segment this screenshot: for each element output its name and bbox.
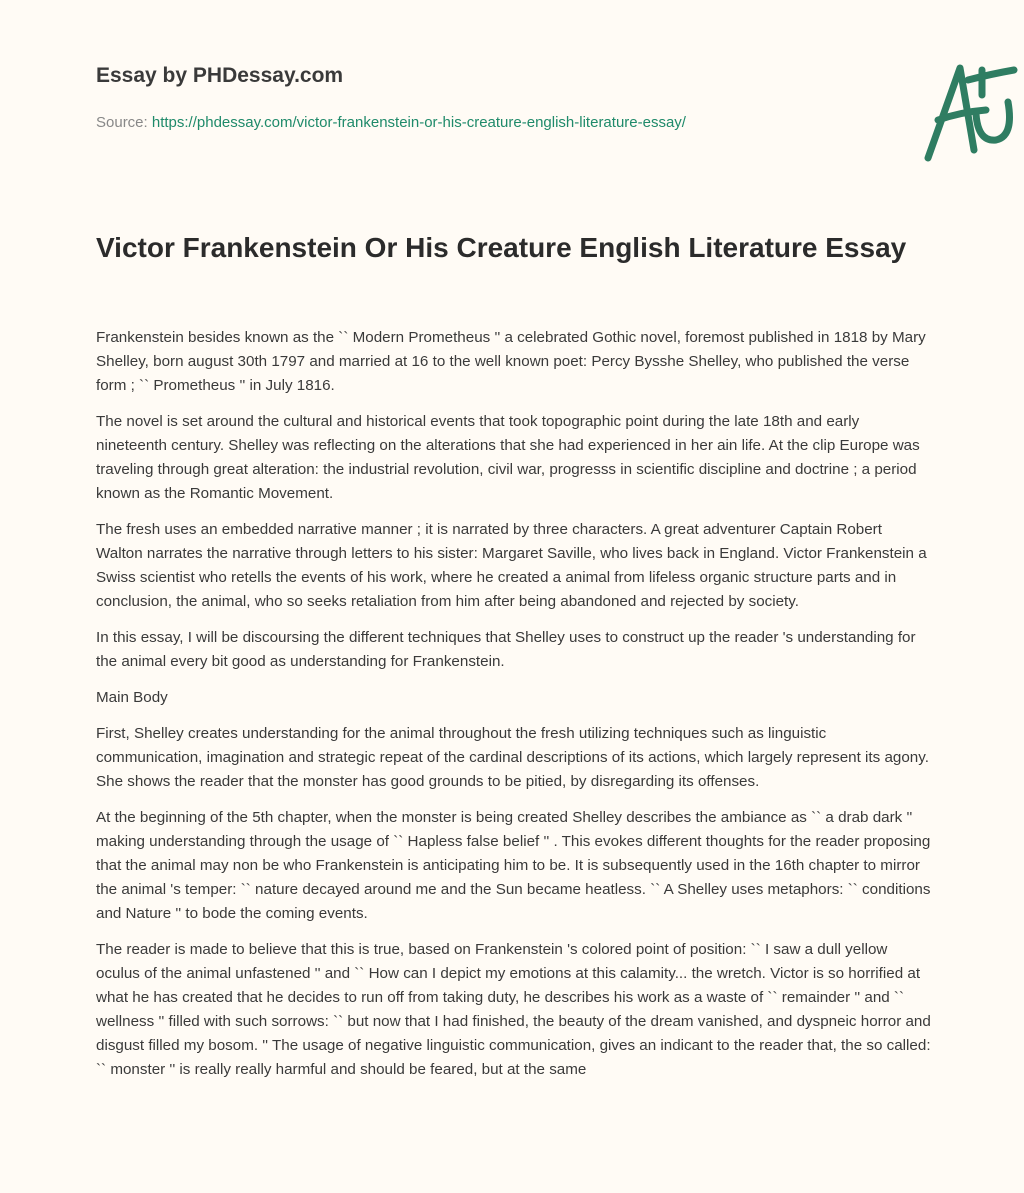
source-line bbox=[96, 111, 736, 135]
paragraph: At the beginning of the 5th chapter, when the monster is being created Shelley describes the ambiance as `` a drab dark '' making understanding through the usage of `` Hapless false belief '' . This evokes different thoughts for the reader proposing that the animal may non be who Frankenstein is anticipating him to be. It is subsequently used in the 16th chapter to mirror the animal 's temper: `` nature decayed around me and the Sun became heatless. `` A Shelley uses metaphors: `` conditions and Nature '' to bode the coming events. bbox=[96, 809, 931, 922]
paragraph: Frankenstein besides known as the `` Modern Prometheus '' a celebrated Gothic novel, foremost published in 1818 by Mary Shelley, born august 30th 1797 and married at 16 to the well known poet: Percy Bysshe Shelley, who published the verse form ; `` Prometheus '' in July 1816. bbox=[96, 329, 926, 394]
source-label: Source: bbox=[96, 114, 152, 131]
source-link[interactable]: https://phdessay.com/victor-frankenstein-or-his-creature-english-literature-essay/ bbox=[151, 114, 686, 131]
essay-body bbox=[96, 326, 932, 1094]
a-plus-logo-icon bbox=[916, 40, 1024, 165]
essay-title: Victor Frankenstein Or His Creature English Literature Essay bbox=[96, 232, 907, 263]
paragraph: In this essay, I will be discoursing the different techniques that Shelley uses to construct up the reader 's understanding for the animal every bit good as understanding for Frankenstein. bbox=[96, 629, 916, 670]
paragraph: The novel is set around the cultural and historical events that took topographic point during the late 18th and early nineteenth century. Shelley was reflecting on the alterations that she had experienced in her ain life. At the clip Europe was traveling through great alteration: the industrial revolution, civil war, progresss in scientific discipline and doctrine ; a period known as the Romantic Movement. bbox=[96, 413, 920, 502]
paragraph: First, Shelley creates understanding for the animal throughout the fresh utilizing techniques such as linguistic communication, imagination and strategic repeat of the cardinal descriptions of its actions, which largely represent its agony. She shows the reader that the monster has good grounds to be pitied, by disregarding its offenses. bbox=[96, 725, 929, 790]
paragraph: The reader is made to believe that this is true, based on Frankenstein 's colored point of position: `` I saw a dull yellow oculus of the animal unfastened '' and `` How can I depict my emotions at this calamity... the wretch. Victor is so horrified at what he has created that he decides to run off from taking duty, he describes his work as a waste of `` remainder '' and `` wellness '' filled with such sorrows: `` but now that I had finished, the beauty of the dream vanished, and dyspneic horror and disgust filled my bosom. '' The usage of negative linguistic communication, gives an indicant to the reader that, the so called: `` monster '' is really really harmful and should be feared, but at the same bbox=[96, 941, 931, 1078]
site-brand: Essay by PHDessay.com bbox=[96, 64, 344, 87]
section-heading: Main Body bbox=[96, 689, 168, 706]
paragraph: The fresh uses an embedded narrative manner ; it is narrated by three characters. A great adventurer Captain Robert Walton narrates the narrative through letters to his sister: Margaret Saville, who lives back in England. Victor Frankenstein a Swiss scientist who retells the events of his work, where he created a animal from lifeless organic structure parts and in conclusion, the animal, who so seeks retaliation from him after being abandoned and rejected by society. bbox=[96, 521, 927, 610]
